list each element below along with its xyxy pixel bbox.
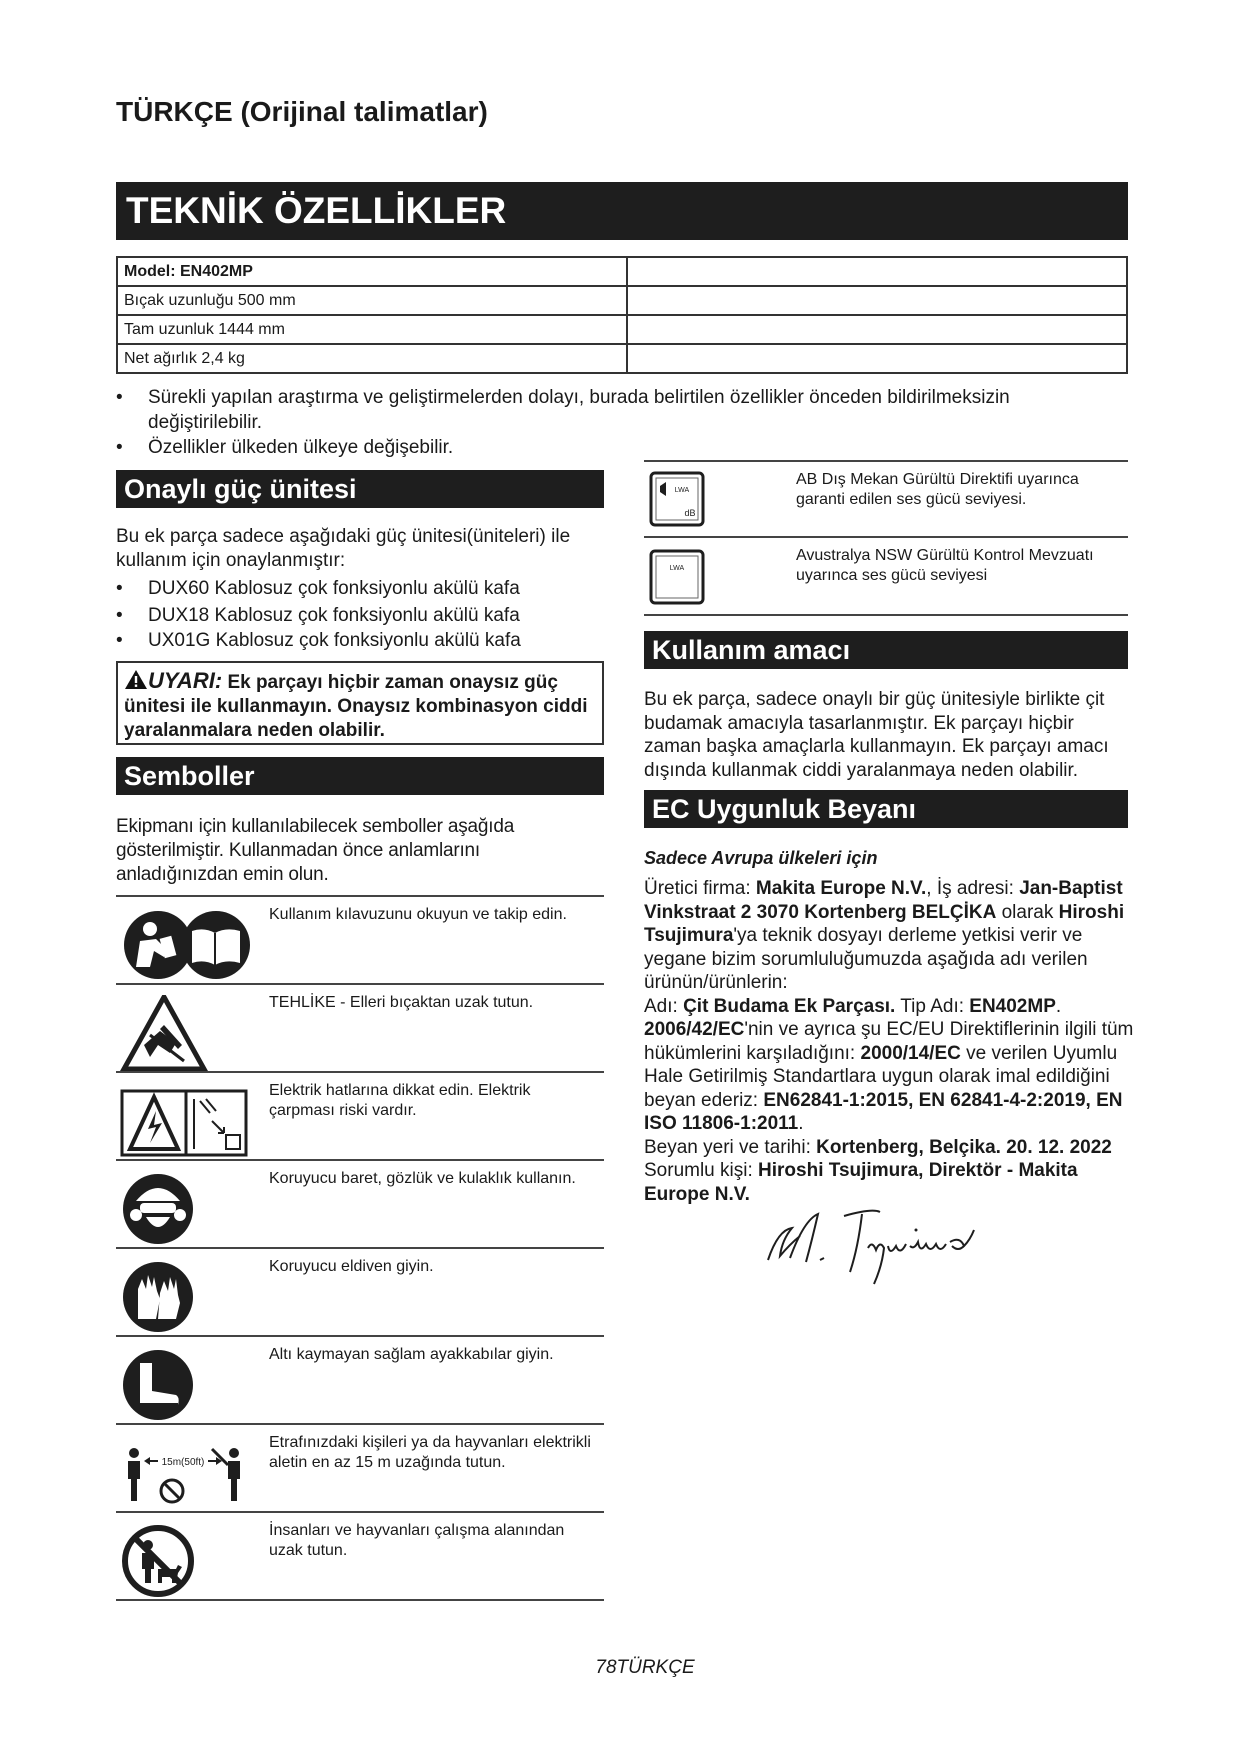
table-row [117, 286, 1127, 315]
ec-declaration-text: Üretici firma: Makita Europe N.V., İş adresi: Jan-Baptist Vinkstraat 2 3070 Kortenberg BELÇİKA olarak Hiroshi Tsujimura'ya teknik dosyayı derleme yetkisi verir ve yegane bizim sorumluluğumuzda aşağıda adı verilen ürünün/ürünlerin: Adı: Çit Budama Ek Parçası. Tip Adı: EN402MP. 2006/42/EC'nin ve ayrıca şu EC/EU Direktiflerinin ilgili tüm hükümlerini karşıladığını: 2000/14/EC ve verilen Uyumlu Hale Getirilmiş Standartlara uygun olarak imal edildiğini beyan ederiz: EN62841-1:2015, EN 62841-4-2:2019, EN ISO 11806-1:2011. Beyan yeri ve tarihi: Kortenberg, Belçika. 20. 12. 2022 Sorumlu kişi: Hiroshi Tsujimura, Direktör - Makita Europe N.V. [644, 878, 1134, 1205]
noise-text: AB Dış Mekan Gürültü Direktifi uyarınca garanti edilen ses gücü seviyesi. [796, 471, 1079, 508]
warning-box [116, 661, 604, 745]
spec-note-1: • Sürekli yapılan araştırma ve geliştirmelerden dolayı, burada belirtilen özellikler önceden bildirilmeksizin değiştirilebilir. [116, 387, 1010, 433]
symbol-row [116, 983, 604, 1073]
table-row [117, 315, 1127, 344]
symbols-intro: Ekipmanı için kullanılabilecek semboller aşağıda gösterilmiştir. Kullanmadan önce anlamlarını anladığınızdan emin olun. [116, 816, 515, 885]
symbols-banner: Semboller [116, 757, 604, 795]
warning-word: UYARI: [148, 668, 223, 693]
approved-unit-intro: Bu ek parça sadece aşağıdaki güç ünitesi(üniteleri) ile kullanım için onaylanmıştır: [116, 526, 571, 571]
spec-note-2: • Özellikler ülkeden ülkeye değişebilir. [116, 437, 454, 458]
lwa-label: LWA [669, 565, 685, 572]
gloves-icon [120, 1259, 250, 1335]
spec-net-weight: Net ağırlık 2,4 kg [117, 344, 627, 373]
helmet-goggles-earmuffs-icon [120, 1171, 250, 1247]
symbol-row [116, 1511, 604, 1601]
specs-table [116, 256, 1128, 374]
spec-overall-length: Tam uzunluk 1444 mm [117, 315, 627, 344]
noise-row [644, 536, 1128, 616]
symbol-text: Altı kaymayan sağlam ayakkabılar giyin. [269, 1346, 554, 1363]
warning-triangle-icon [124, 669, 148, 690]
page-language-title: TÜRKÇE (Orijinal talimatlar) [116, 96, 488, 127]
specs-banner: TEKNİK ÖZELLİKLER [116, 182, 1128, 240]
spec-empty-cell [627, 344, 1127, 373]
ec-declaration-banner: EC Uygunluk Beyanı [644, 790, 1128, 828]
spec-model: Model: EN402MP [117, 257, 627, 286]
ec-subtitle: Sadece Avrupa ülkeleri için [644, 848, 878, 868]
sound-power-au-icon [648, 548, 706, 606]
approved-unit-banner: Onaylı güç ünitesi [116, 470, 604, 508]
bullet: • [116, 437, 123, 458]
page-number: 78TÜRKÇE [595, 1657, 695, 1678]
symbol-row [116, 1247, 604, 1337]
symbol-text: TEHLİKE - Elleri bıçaktan uzak tutun. [269, 994, 534, 1011]
spec-empty-cell [627, 257, 1127, 286]
electric-hazard-icon [120, 1083, 250, 1159]
symbol-text: İnsanları ve hayvanları çalışma alanından uzak tutun. [269, 1522, 565, 1559]
keep-distance-icon [120, 1435, 250, 1511]
list-item: • UX01G Kablosuz çok fonksiyonlu akülü kafa [116, 630, 521, 651]
noise-text: Avustralya NSW Gürültü Kontrol Mevzuatı uyarınca ses gücü seviyesi [796, 547, 1094, 584]
spec-blade-length: Bıçak uzunluğu 500 mm [117, 286, 627, 315]
symbol-text: Kullanım kılavuzunu okuyun ve takip edin. [269, 906, 567, 923]
intended-use-text: Bu ek parça, sadece onaylı bir güç ünitesiyle birlikte çit budamak amacıyla tasarlanmıştır. Ek parçayı hiçbir zaman başka amaçlarla kullanmayın. Ek parçayı amacı dışında kullanmak ciddi yaralanmaya neden olabilir. [644, 689, 1109, 781]
noise-row [644, 460, 1128, 538]
blade-danger-icon [120, 995, 250, 1071]
list-item: • DUX18 Kablosuz çok fonksiyonlu akülü kafa [116, 605, 520, 626]
bullet: • [116, 387, 123, 408]
lwa-label: LWA [674, 487, 690, 494]
symbol-text: Koruyucu eldiven giyin. [269, 1258, 434, 1275]
warning-text: Ek parçayı hiçbir zaman onaysız güç ünitesi ile kullanmayın. Onaysız kombinasyon ciddi yaralanmalara neden olabilir. [124, 672, 588, 741]
safety-boots-icon [120, 1347, 250, 1423]
distance-label: 15m(50ft) [161, 1457, 205, 1468]
sound-power-eu-icon [648, 470, 706, 528]
read-manual-icon [120, 907, 250, 983]
symbol-text: Koruyucu baret, gözlük ve kulaklık kullanın. [269, 1170, 576, 1187]
symbol-text: Etrafınızdaki kişileri ya da hayvanları elektrikli aletin en az 15 m uzağında tutun. [269, 1434, 591, 1471]
spec-empty-cell [627, 315, 1127, 344]
symbol-row [116, 1335, 604, 1425]
approved-unit-list [116, 577, 604, 654]
symbol-row [116, 1159, 604, 1249]
signature-image [760, 1200, 1010, 1290]
list-item: • DUX60 Kablosuz çok fonksiyonlu akülü kafa [116, 578, 520, 599]
intended-use-banner: Kullanım amacı [644, 631, 1128, 669]
symbol-row [116, 895, 604, 985]
symbol-text: Elektrik hatlarına dikkat edin. Elektrik çarpması riski vardır. [269, 1082, 531, 1119]
svg-text:dB: dB [684, 508, 696, 518]
no-persons-animals-icon [120, 1523, 250, 1599]
symbol-row [116, 1423, 604, 1513]
spec-empty-cell [627, 286, 1127, 315]
symbol-row [116, 1071, 604, 1161]
table-row [117, 344, 1127, 373]
table-row [117, 257, 1127, 286]
